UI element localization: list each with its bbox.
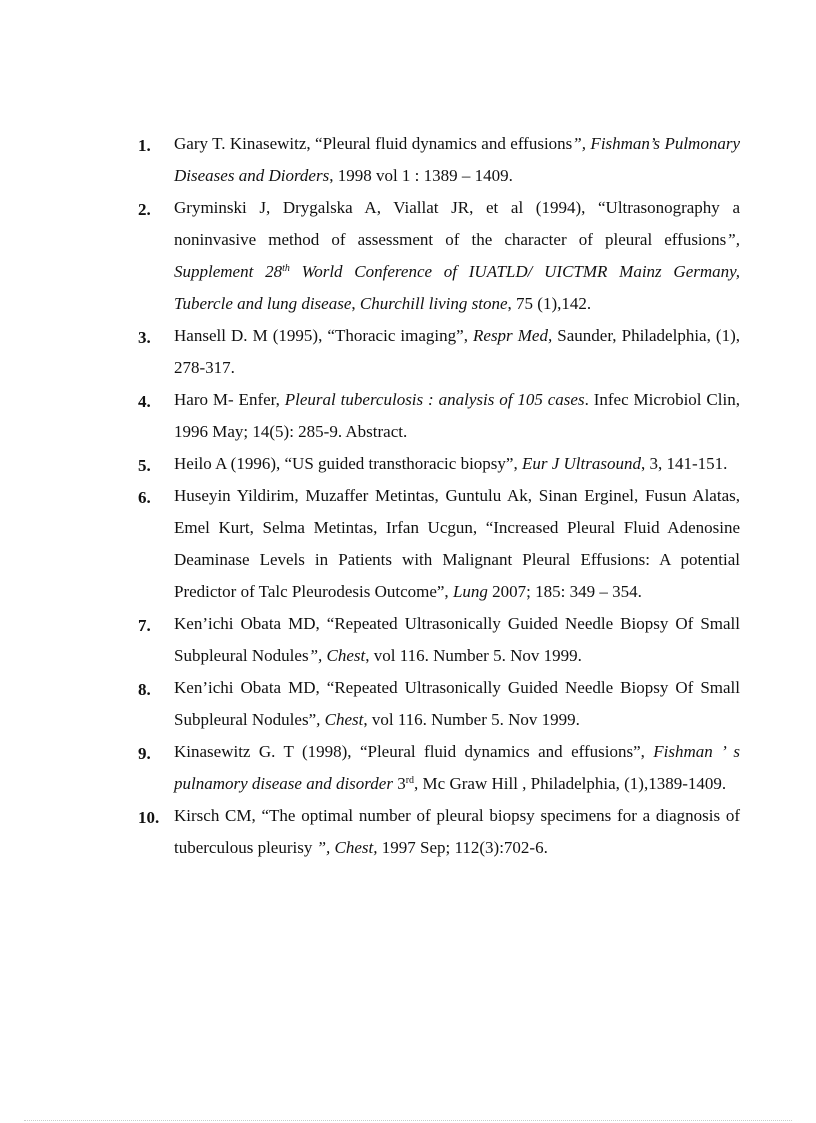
text-segment: , 3, 141-151. (640, 454, 728, 473)
italic-segment: World Conference of IUATLD/ UICTMR Mainz Germany, Tubercle and lung disease (174, 262, 740, 313)
reference-text (174, 742, 740, 793)
text-segment: Huseyin Yildirim, Muzaffer Metintas, Guntulu Ak, Sinan Erginel, Fusun Alatas, Emel Kurt, Selma Metintas, Irfan Ucgun, “Increased Pleural Fluid Adenosine Deaminase Levels in Patients with Malignant Pleural Effusions: A potential Predictor of Talc Pleurodesis Outcome”, (174, 486, 740, 601)
reference-number: 10. (138, 808, 160, 827)
text-segment: . Infec Microbiol Clin, 1996 May; 14(5): 285-9. Abstract. (174, 390, 740, 441)
reference-text (174, 390, 740, 441)
italic-segment: Pleural tuberculosis : analysis of 105 cases (284, 390, 585, 409)
text-segment: Gryminski J, Drygalska A, Viallat JR, et al (1994), “Ultrasonography a noninvasive method of assessment of the character of pleural effusions (174, 198, 740, 249)
italic-segment: Respr Med, (473, 326, 553, 345)
reference-text (174, 614, 740, 665)
reference-number: 9. (138, 744, 151, 763)
text-segment: , vol 116. Number 5. Nov 1999. (363, 710, 580, 729)
reference-item (138, 192, 740, 320)
text-segment: Haro M- Enfer, (174, 390, 285, 409)
italic-segment: , Chest (316, 710, 364, 729)
reference-number: 8. (138, 680, 151, 699)
text-segment: 3 (392, 774, 406, 793)
italic-segment: Eur J Ultrasound (521, 454, 641, 473)
reference-number: 2. (138, 200, 151, 219)
text-segment: Kirsch CM, “The optimal number of pleural biopsy specimens for a diagnosis of tuberculous pleurisy (174, 806, 740, 857)
text-segment: , 1998 vol 1 : 1389 – 1409. (329, 166, 513, 185)
text-segment: , Mc Graw Hill , Philadelphia, (1),1389-1409. (414, 774, 727, 793)
reference-number: 3. (138, 328, 151, 347)
text-segment: , 75 (1),142. (507, 294, 592, 313)
reference-number: 6. (138, 488, 151, 507)
reference-text (174, 486, 740, 601)
reference-text (174, 198, 740, 313)
text-segment: , (351, 294, 360, 313)
page-bottom-divider (24, 1120, 792, 1121)
reference-number: 5. (138, 456, 151, 475)
reference-item (138, 736, 740, 800)
reference-text (174, 134, 740, 185)
reference-item (138, 448, 740, 480)
text-segment: Ken’ichi Obata MD, “Repeated Ultrasonically Guided Needle Biopsy Of Small Subpleural Nodules (174, 614, 740, 665)
reference-number: 1. (138, 136, 151, 155)
reference-item (138, 672, 740, 736)
italic-segment: ”, Chest, (316, 838, 378, 857)
reference-number: 4. (138, 392, 151, 411)
reference-item (138, 608, 740, 672)
reference-text (174, 806, 740, 857)
text-segment: Hansell D. M (1995), “Thoracic imaging”, (174, 326, 474, 345)
superscript-text: th (282, 263, 290, 274)
text-segment: Gary T. Kinasewitz, “Pleural fluid dynamics and effusions (174, 134, 573, 153)
reference-item (138, 320, 740, 384)
italic-segment: Lung (452, 582, 488, 601)
italic-segment: ”, Supplement 28 (174, 230, 740, 281)
italic-segment: ”, Chest (308, 646, 366, 665)
italic-segment: Churchill living stone (359, 294, 508, 313)
text-segment: Ken’ichi Obata MD, “Repeated Ultrasonically Guided Needle Biopsy Of Small Subpleural Nodules” (174, 678, 740, 729)
reference-item (138, 800, 740, 864)
text-segment: Saunder, Philadelphia, (1), 278-317. (174, 326, 740, 377)
reference-list (138, 128, 740, 864)
text-segment: Heilo A (1996), “US guided transthoracic biopsy”, (174, 454, 522, 473)
reference-item (138, 480, 740, 608)
reference-item (138, 128, 740, 192)
italic-segment: Fishman ’ s pulnamory disease and disorder (174, 742, 740, 793)
italic-segment: ”, Fishman’s Pulmonary Diseases and Diorders (174, 134, 740, 185)
reference-number: 7. (138, 616, 151, 635)
reference-text (174, 678, 740, 729)
reference-item (138, 384, 740, 448)
superscript-text: rd (405, 775, 415, 786)
text-segment: Kinasewitz G. T (1998), “Pleural fluid dynamics and effusions”, (174, 742, 654, 761)
text-segment: , vol 116. Number 5. Nov 1999. (365, 646, 582, 665)
text-segment: 2007; 185: 349 – 354. (487, 582, 642, 601)
reference-text (174, 326, 740, 377)
reference-text (174, 454, 727, 473)
text-segment: 1997 Sep; 112(3):702-6. (377, 838, 548, 857)
